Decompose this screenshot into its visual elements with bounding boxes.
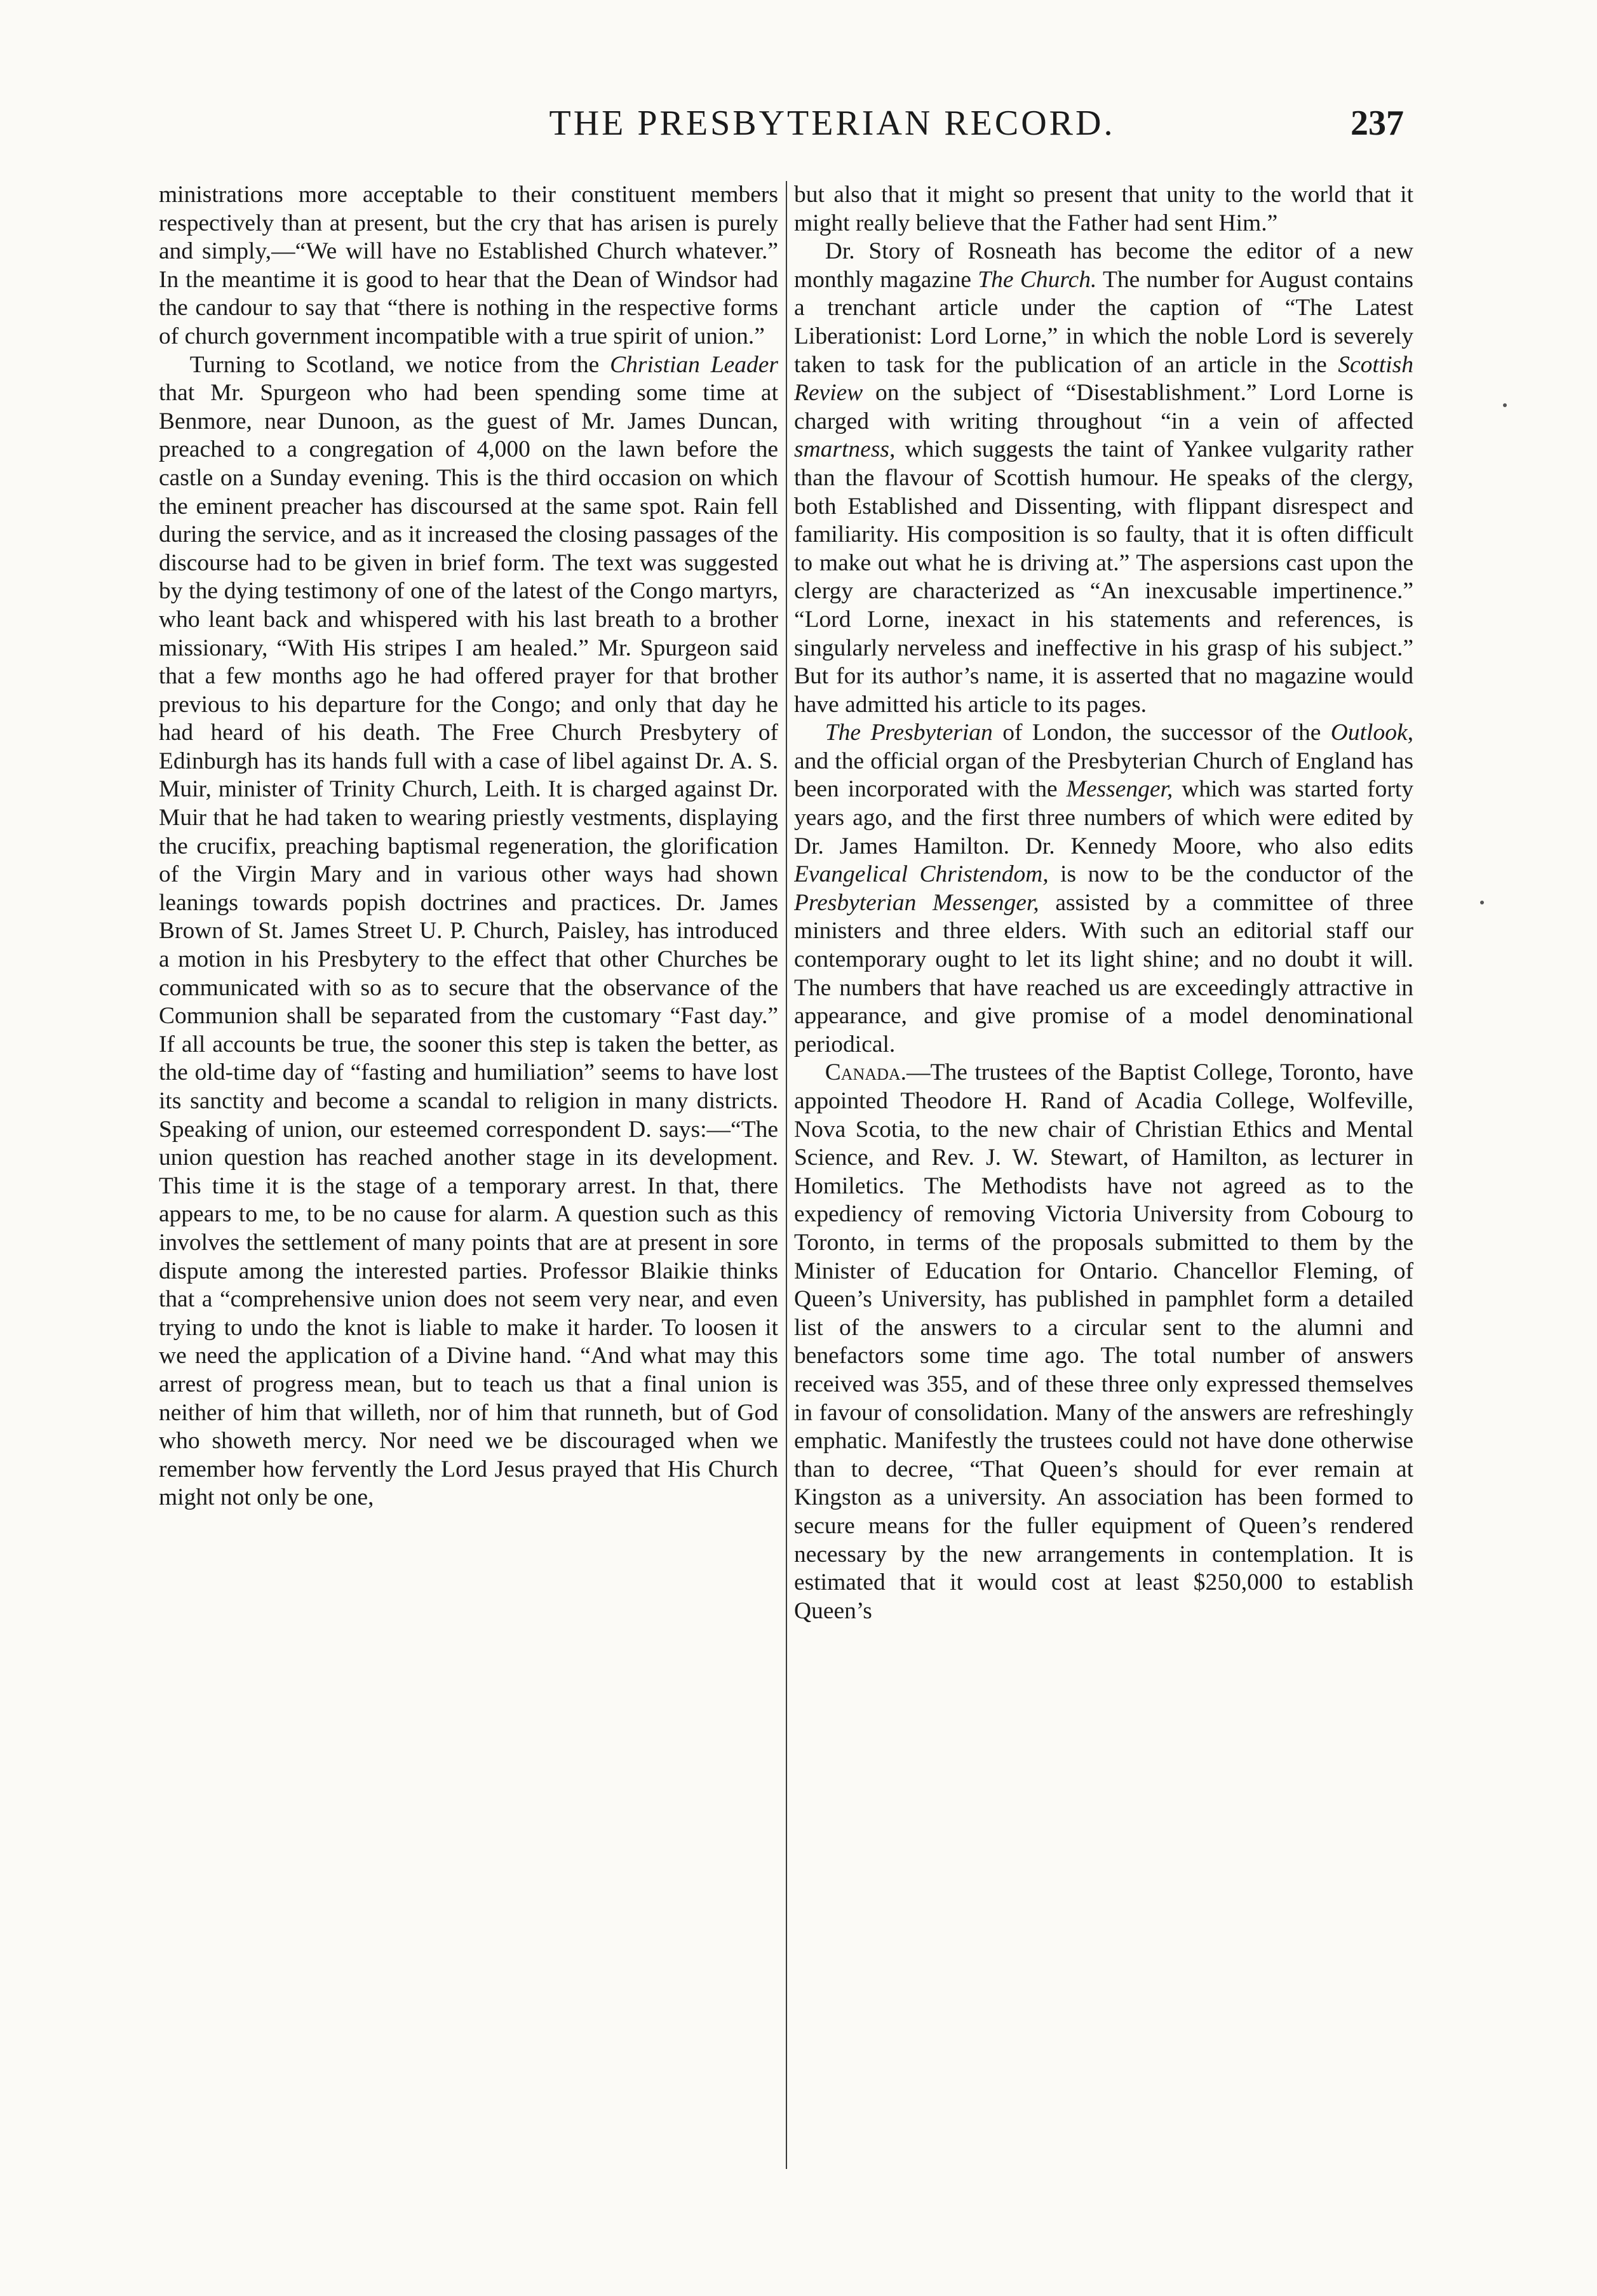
right-column xyxy=(794,181,1413,2271)
column-rule xyxy=(786,181,787,2169)
text-run: is now to be the conductor of the xyxy=(1048,861,1413,888)
publication-title: Outlook, xyxy=(1330,720,1413,746)
text-run: assisted by a committee of three ministers and three elders. With such an editorial staff our contemporary ought to let its light shine; and no doubt it will. The numbers that have reached us are exceedingly attractive in appearance, and give promise of a model denominational periodical. xyxy=(794,889,1413,1057)
text-run: and the official organ of the Presbyterian Church of England has been incorporated with the xyxy=(794,748,1413,803)
margin-mark xyxy=(1503,403,1507,407)
publication-title: The Church. xyxy=(978,266,1097,293)
publication-title: Presbyterian Messenger, xyxy=(794,889,1039,916)
text-run: —The trustees of the Baptist College, Toronto, have appointed Theodore H. Rand of Acadia College, Wolfeville, Nova Scotia, to the new chair of Christian Ethics and Mental Science, and Rev. J. W. Stewart, of Hamilton, as lecturer in Homiletics. The Methodists have not agreed as to the expediency of removing Victoria University from Cobourg to Toronto, in terms of the proposals submitted to them by the Minister of Education for Ontario. Chancellor Fleming, of Queen’s University, has published in pamphlet form a detailed list of the answers to a circular sent to the alumni and benefactors some time ago. The total number of answers received was 355, and of these three only expressed themselves in favour of consolidation. Many of the answers are refreshingly emphatic. Manifestly the trustees could not have done otherwise than to decree, “That Queen’s should for ever remain at Kingston as a university. An association has been formed to secure means for the fuller equipment of Queen’s rendered necessary by the new arrangements in contemplation. It is estimated that it would cost at least $250,000 to establish Queen’s xyxy=(794,1059,1413,1624)
text-run: The number for August contains a trenchant article under the caption of “The Latest Liberationist: Lord Lorne,” in which the noble Lord is severely taken to task for the publication of an article in the xyxy=(794,266,1413,378)
left-column xyxy=(159,181,778,2271)
text-run: of London, the successor of the xyxy=(992,720,1331,746)
margin-mark xyxy=(1480,901,1484,904)
text-run: Dr. Story of Rosneath has become the editor of a new monthly magazine xyxy=(794,238,1413,293)
paragraph: ministrations more acceptable to their constituent members respectively than at present, but the cry that has arisen is purely and simply,—“We will have no Established Church whatever.” In the meantime it is good to hear that the Dean of Windsor had the candour to say that “there is nothing in the respective forms of church government incompatible with a true spirit of union.” xyxy=(159,182,778,349)
paragraph xyxy=(794,238,1413,719)
text-run: which was started forty years ago, and the first three numbers of which were edited by Dr. James Hamilton. Dr. Kennedy Moore, who also edits xyxy=(794,776,1413,859)
paragraph xyxy=(794,1059,1413,1625)
publication-title: Christian Leader xyxy=(610,351,778,378)
publication-title: Evangelical Christendom, xyxy=(794,861,1049,888)
publication-title: The Presbyterian xyxy=(825,720,993,746)
text-run: that Mr. Spurgeon who had been spending some time at Benmore, near Dunoon, as the guest of Mr. James Duncan, preached to a congregation of 4,000 on the lawn before the castle on a Sunday evening. This is the third occasion on which the eminent preacher has discoursed at the same spot. Rain fell during the service, and as it increased the closing passages of the discourse had to be given in brief form. The text was suggested by the dying testimony of one of the latest of the Congo martyrs, who leant back and whispered with his last breath to a brother missionary, “With His stripes I am healed.” Mr. Spurgeon said that a few months ago he had offered prayer for that brother previous to his departure for the Congo; and only that day he had heard of his death. The Free Church Presbytery of Edinburgh has its hands full with a case of libel against Dr. A. S. Muir, minister of Trinity Church, Leith. It is charged against Dr. Muir that he had taken to wearing priestly vestments, displaying the crucifix, preaching baptismal regeneration, the glorification of the Virgin Mary and in various other ways had shown leanings towards popish doctrines and practices. Dr. James Brown of St. James Street U. P. Church, Paisley, has introduced a motion in his Presbytery to the effect that other Churches be communicated with so as to secure that the observance of the Communion shall be separated from the customary “Fast day.” If all accounts be true, the sooner this step is taken the better, as the old-time day of “fasting and humiliation” seems to have lost its sanctity and become a scandal to religion in many districts. Speaking of union, our esteemed correspondent D. says:—“The union question has reached another stage in its development. This time it is the stage of a temporary arrest. In that, there appears to me, to be no cause for alarm. A question such as this involves the settlement of many points that are at present in sore dispute among the interested parties. Professor Blaikie thinks that a “comprehensive union does not seem very near, and even trying to undo the knot is liable to make it harder. To loosen it we need the application of a Divine hand. “And what may this arrest of progress mean, but to teach us that a final union is neither of him that willeth, nor of him that runneth, but of God who showeth mercy. Nor need we be discouraged when we remember how fervently the Lord Jesus prayed that His Church might not only be one, xyxy=(159,380,778,1511)
paragraph xyxy=(794,719,1413,1059)
page-header xyxy=(159,100,1404,151)
publication-title: Messenger, xyxy=(1066,776,1173,803)
paragraph xyxy=(159,351,778,1512)
text-run: on the subject of “Disestablishment.” Lord Lorne is charged with writing throughout “in a vein of affected xyxy=(794,380,1413,434)
running-title: THE PRESBYTERIAN RECORD. xyxy=(549,104,1115,143)
text-run: Turning to Scotland, we notice from the xyxy=(189,351,610,378)
section-lead: Canada. xyxy=(825,1059,907,1086)
publication-title: Scottish Review xyxy=(794,351,1413,406)
text-run: which suggests the taint of Yankee vulgarity rather than the flavour of Scottish humour. He speaks of the clergy, both Established and Dissenting, with flippant disrespect and familiarity. His composition is so faulty, that it is often difficult to make out what he is driving at.” The aspersions cast upon the clergy are characterized as “An inexcusable impertinence.” “Lord Lorne, inexact in his statements and references, is singularly nerveless and ineffective in his grasp of his subject.” But for its author’s name, it is asserted that no magazine would have admitted his article to its pages. xyxy=(794,436,1413,718)
page-number: 237 xyxy=(1351,104,1404,143)
paragraph: but also that it might so present that unity to the world that it might really believe that the Father had sent Him.” xyxy=(794,182,1413,236)
emphasis: smartness, xyxy=(794,436,896,463)
